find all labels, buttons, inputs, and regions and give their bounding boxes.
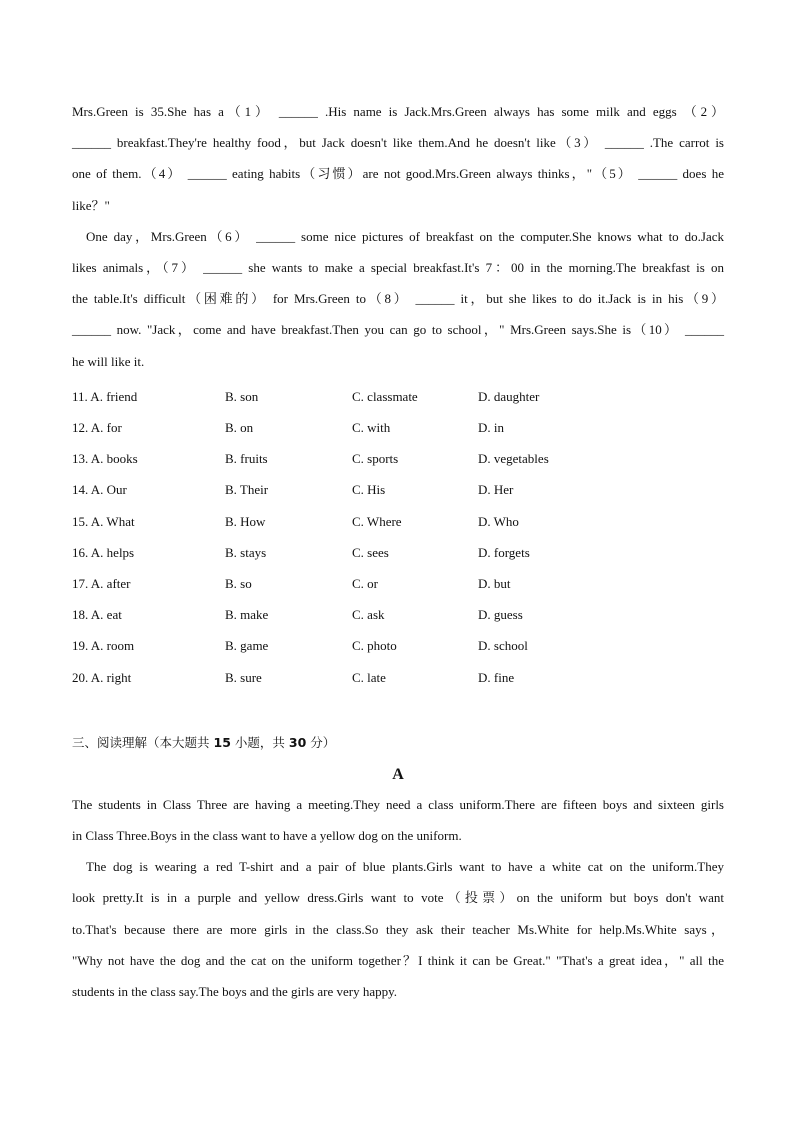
option-d: D. Who bbox=[478, 513, 519, 529]
section-title-mid: 小题，共 bbox=[234, 734, 285, 750]
passage-title: A bbox=[392, 765, 404, 783]
option-c: C. or bbox=[352, 575, 378, 591]
cloze-line: ______ breakfast.They're healthy food，but Jack doesn't like them.And he doesn't like（3） ______ .The carrot is bbox=[72, 135, 724, 151]
cloze-line: he will like it. bbox=[72, 353, 145, 369]
option-d: D. in bbox=[478, 420, 504, 436]
section-score: 30 bbox=[288, 734, 307, 750]
section-title-prefix: 三、阅读理解（本大题共 bbox=[72, 734, 210, 750]
passage-line: to.That's because there are more girls in the class.So they ask their teacher Ms.White for help.Ms.White says， bbox=[72, 921, 724, 937]
question-11-options bbox=[72, 381, 724, 412]
option-b: B. son bbox=[225, 388, 259, 404]
option-a: 12. A. for bbox=[72, 420, 122, 436]
option-d: D. forgets bbox=[478, 544, 530, 560]
passage-line: look pretty.It is in a purple and yellow dress.Girls want to vote（投票）on the uniform but boys don't want bbox=[72, 890, 724, 906]
option-c: C. sports bbox=[352, 451, 399, 467]
option-d: D. Her bbox=[478, 482, 514, 498]
question-18-options bbox=[72, 599, 724, 630]
option-b: B. stays bbox=[225, 544, 267, 560]
passage-line: The students in Class Three are having a meeting.They need a class uniform.There are fifteen boys and sixteen girls bbox=[72, 796, 724, 812]
cloze-line: the table.It's difficult（困难的） for Mrs.Green to（8） ______ it，but she likes to do it.Jack is in his（9） bbox=[72, 291, 724, 307]
option-b: B. so bbox=[225, 575, 252, 591]
section-title-suffix: 分） bbox=[310, 734, 336, 750]
option-c: C. sees bbox=[352, 544, 389, 560]
question-15-options bbox=[72, 506, 724, 537]
cloze-passage bbox=[72, 96, 724, 377]
question-14-options bbox=[72, 474, 724, 505]
option-a: 15. A. What bbox=[72, 513, 135, 529]
cloze-line: like？" bbox=[72, 197, 110, 213]
answer-options bbox=[72, 381, 724, 693]
option-b: B. How bbox=[225, 513, 266, 529]
option-a: 16. A. helps bbox=[72, 544, 135, 560]
option-d: D. fine bbox=[478, 669, 515, 685]
cloze-line: Mrs.Green is 35.She has a（1） ______ .His name is Jack.Mrs.Green always has some milk and eggs （2） bbox=[72, 104, 724, 119]
option-c: C. late bbox=[352, 669, 386, 685]
cloze-line: ______ now. "Jack，come and have breakfast.Then you can go to school，" Mrs.Green says.She is（10） ______ bbox=[72, 322, 724, 338]
section-question-count: 15 bbox=[213, 734, 231, 750]
option-d: D. but bbox=[478, 575, 511, 591]
option-b: B. on bbox=[225, 420, 254, 436]
cloze-line: likes animals，（7） ______ she wants to make a special breakfast.It's 7：00 in the morning.The breakfast is on bbox=[72, 260, 724, 276]
option-a: 17. A. after bbox=[72, 575, 131, 591]
option-d: D. guess bbox=[478, 607, 523, 623]
reading-passage-a bbox=[72, 789, 724, 1007]
exam-page bbox=[72, 96, 724, 1007]
option-b: B. game bbox=[225, 638, 269, 654]
question-17-options bbox=[72, 568, 724, 599]
option-a: 14. A. Our bbox=[72, 482, 127, 498]
question-16-options bbox=[72, 537, 724, 568]
option-c: C. classmate bbox=[352, 388, 418, 404]
option-c: C. with bbox=[352, 420, 391, 436]
option-a: 18. A. eat bbox=[72, 607, 122, 623]
option-c: C. ask bbox=[352, 607, 385, 623]
option-b: B. make bbox=[225, 607, 269, 623]
passage-line: students in the class say.The boys and the girls are very happy. bbox=[72, 983, 398, 999]
option-a: 13. A. books bbox=[72, 451, 138, 467]
option-d: D. school bbox=[478, 638, 528, 654]
option-a: 11. A. friend bbox=[72, 388, 138, 404]
passage-line: in Class Three.Boys in the class want to have a yellow dog on the uniform. bbox=[72, 827, 462, 843]
question-12-options bbox=[72, 412, 724, 443]
option-c: C. Where bbox=[352, 513, 402, 529]
option-a: 19. A. room bbox=[72, 638, 135, 654]
option-d: D. daughter bbox=[478, 388, 540, 404]
option-a: 20. A. right bbox=[72, 669, 132, 685]
option-d: D. vegetables bbox=[478, 451, 549, 467]
option-c: C. photo bbox=[352, 638, 397, 654]
cloze-line: One day，Mrs.Green（6） ______ some nice pictures of breakfast on the computer.She knows what to do.Jack bbox=[86, 228, 724, 244]
question-19-options bbox=[72, 630, 724, 661]
option-b: B. sure bbox=[225, 669, 262, 685]
passage-line: The dog is wearing a red T-shirt and a pair of blue plants.Girls want to have a white cat on the uniform.They bbox=[86, 859, 724, 875]
option-c: C. His bbox=[352, 482, 386, 498]
question-13-options bbox=[72, 443, 724, 474]
section-title bbox=[72, 727, 724, 758]
option-b: B. Their bbox=[225, 482, 269, 498]
question-20-options bbox=[72, 662, 724, 693]
option-b: B. fruits bbox=[225, 451, 268, 467]
cloze-line: one of them.（4） ______ eating habits（习惯）are not good.Mrs.Green always thinks，"（5） ______ does he bbox=[72, 166, 724, 182]
passage-line: "Why not have the dog and the cat on the uniform together？I think it can be Great." "That's a great idea，" all the bbox=[72, 952, 724, 968]
